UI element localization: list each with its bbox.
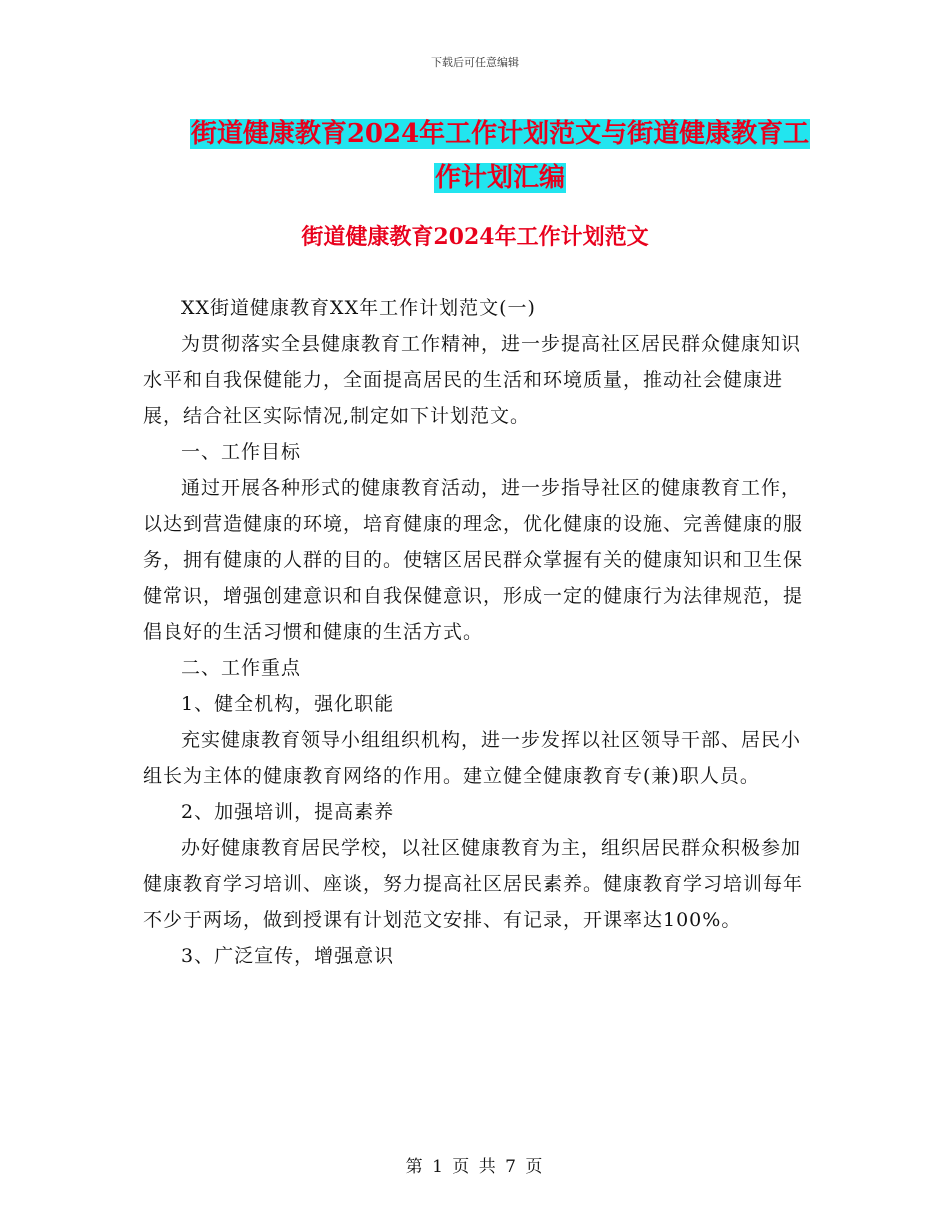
paragraph: 二、工作重点 — [181, 657, 302, 679]
page-header-note: 下载后可任意编辑 — [431, 56, 519, 69]
paragraph: 3、广泛宣传，增强意识 — [181, 945, 395, 967]
paragraph: XX街道健康教育XX年工作计划范文(一) — [181, 297, 536, 319]
paragraph: 充实健康教育领导小组组织机构，进一步发挥以社区领导干部、居民小组长为主体的健康教育网络的作用。建立健全健康教育专(兼)职人员。 — [143, 729, 802, 787]
page-number-footer: 第 1 页 共 7 页 — [405, 1157, 545, 1177]
paragraph: 一、工作目标 — [181, 441, 302, 463]
document-title — [140, 112, 860, 200]
section-title: 街道健康教育2024年工作计划范文 — [301, 224, 649, 250]
paragraph: 为贯彻落实全县健康教育工作精神，进一步提高社区居民群众健康知识水平和自我保健能力，全面提高居民的生活和环境质量，推动社会健康进展，结合社区实际情况,制定如下计划范文。 — [143, 333, 802, 427]
document-body — [143, 290, 803, 974]
paragraph: 通过开展各种形式的健康教育活动，进一步指导社区的健康教育工作，以达到营造健康的环境，培育健康的理念，优化健康的设施、完善健康的服务，拥有健康的人群的目的。使辖区居民群众掌握有关的健康知识和卫生保健常识，增强创建意识和自我保健意识，形成一定的健康行为法律规范，提倡良好的生活习惯和健康的生活方式。 — [143, 477, 804, 643]
paragraph: 办好健康教育居民学校，以社区健康教育为主，组织居民群众积极参加健康教育学习培训、座谈，努力提高社区居民素养。健康教育学习培训每年不少于两场，做到授课有计划范文安排、有记录，开课率达100%。 — [143, 837, 804, 931]
paragraph: 2、加强培训，提高素养 — [181, 801, 395, 823]
document-title-line-1: 街道健康教育2024年工作计划范文与街道健康教育工 — [190, 119, 810, 149]
paragraph: 1、健全机构，强化职能 — [181, 693, 395, 715]
document-title-line-2: 作计划汇编 — [434, 163, 565, 193]
